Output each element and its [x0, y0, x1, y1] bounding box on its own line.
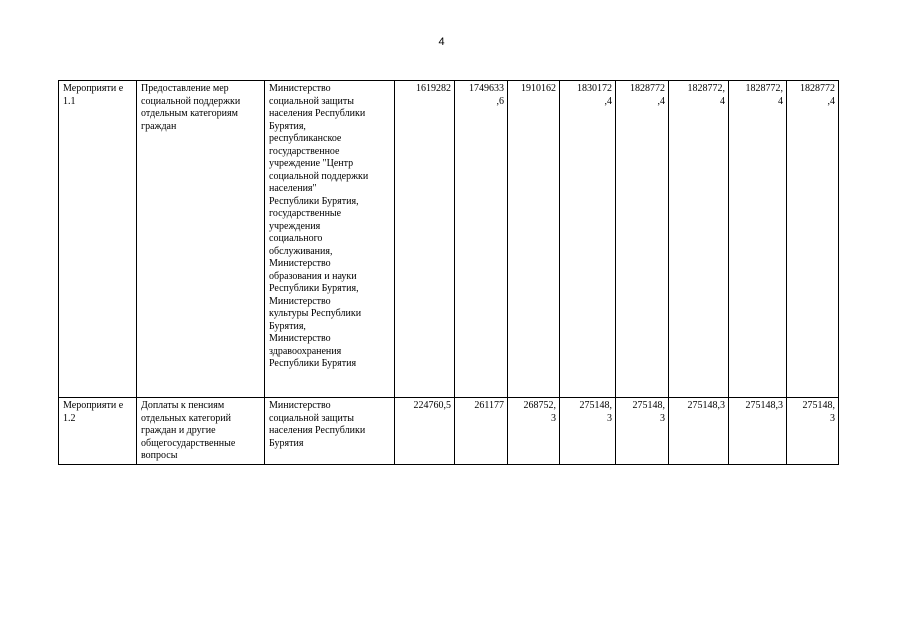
value-cell: 1828772 ,4	[787, 81, 839, 398]
executor-cell: Министерство социальной защиты населения Республики Бурятия, республиканское государственное учреждение "Центр социальной поддержки населения" Республики Бурятия, государственные учреждения социального обслуживания, Министерство образования и науки Республики Бурятия, Министерство культуры Республики Бурятия, Министерство здравоохранения Республики Бурятия	[265, 81, 395, 398]
value-cell: 261177	[455, 398, 508, 465]
value-cell: 275148,3	[669, 398, 729, 465]
budget-table	[58, 80, 839, 465]
table-row	[59, 398, 839, 465]
value-cell: 275148, 3	[616, 398, 669, 465]
value-cell: 1910162	[508, 81, 560, 398]
value-cell: 275148, 3	[560, 398, 616, 465]
activity-name-cell: Доплаты к пенсиям отдельных категорий граждан и другие общегосударственные вопросы	[137, 398, 265, 465]
value-cell: 275148,3	[729, 398, 787, 465]
value-cell: 1830172 ,4	[560, 81, 616, 398]
value-cell: 268752, 3	[508, 398, 560, 465]
value-cell: 1619282	[395, 81, 455, 398]
table-row	[59, 81, 839, 398]
activity-name-cell: Предоставление мер социальной поддержки отдельным категориям граждан	[137, 81, 265, 398]
value-cell: 224760,5	[395, 398, 455, 465]
value-cell: 1828772 ,4	[616, 81, 669, 398]
value-cell: 275148, 3	[787, 398, 839, 465]
value-cell: 1828772, 4	[729, 81, 787, 398]
activity-code-cell: Мероприяти е 1.2	[59, 398, 137, 465]
value-cell: 1828772, 4	[669, 81, 729, 398]
activity-code-cell: Мероприяти е 1.1	[59, 81, 137, 398]
executor-cell: Министерство социальной защиты населения Республики Бурятия	[265, 398, 395, 465]
page-number: 4	[438, 36, 445, 48]
value-cell: 1749633 ,6	[455, 81, 508, 398]
